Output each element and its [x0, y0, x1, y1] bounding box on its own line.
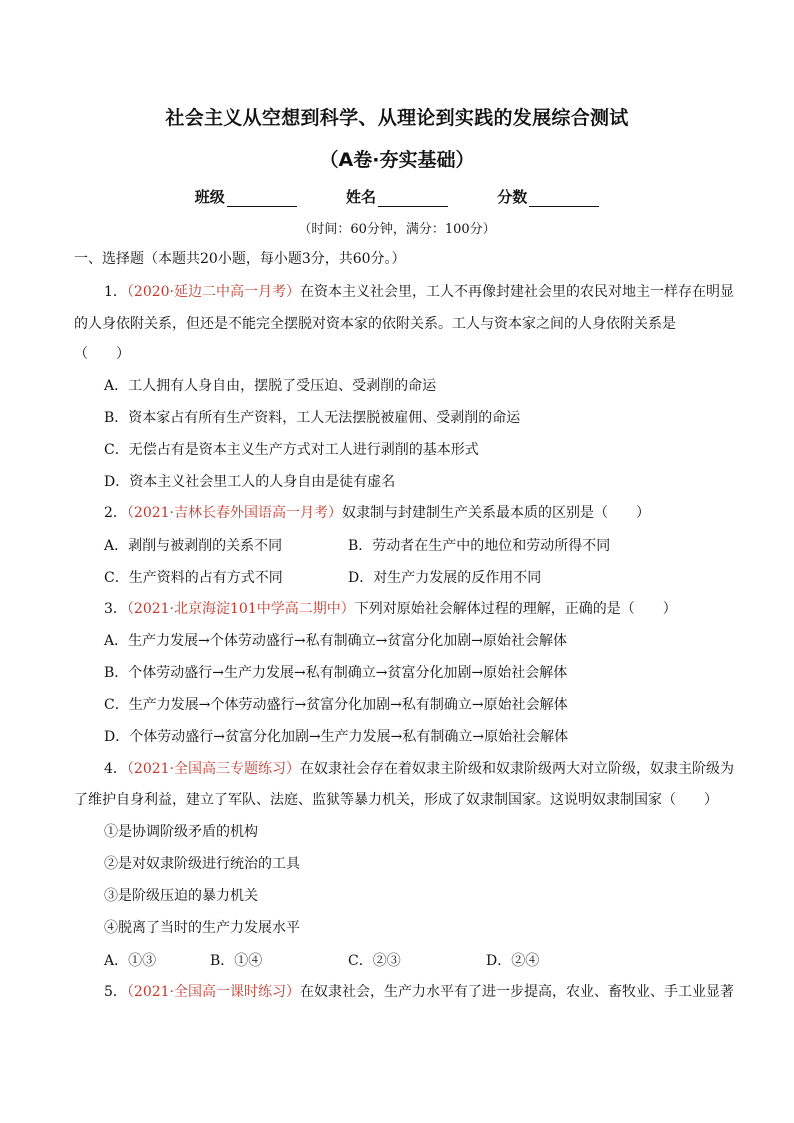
statement-4: ④脱离了当时的生产力发展水平 — [104, 920, 300, 936]
question-source: （2021·吉林长春外国语高一月考） — [126, 505, 343, 521]
question-3: 3．（2021·北京海淀101中学高二期中）下列对原始社会解体过程的理解，正确的是（ ） — [104, 601, 677, 617]
question-1-line2: 的人身依附关系，但还是不能完全摆脱对资本家的依附关系。工人与资本家之间的人身依附关系是 — [74, 316, 676, 332]
question-source: （2021·全国高三专题练习） — [126, 761, 301, 777]
question-source: （2021·全国高一课时练习） — [126, 984, 301, 1000]
option-c: C．生产力发展→个体劳动盛行→贫富分化加剧→私有制确立→原始社会解体 — [104, 697, 568, 713]
statement-2: ②是对奴隶阶级进行统治的工具 — [104, 856, 300, 872]
option-d: D．个体劳动盛行→贫富分化加剧→生产力发展→私有制确立→原始社会解体 — [104, 729, 569, 745]
score-field: 分数 — [497, 186, 599, 207]
statement-1: ①是协调阶级矛盾的机构 — [104, 824, 258, 840]
option-d: D．对生产力发展的反作用不同 — [348, 570, 542, 586]
question-4-line2: 了维护自身利益，建立了军队、法庭、监狱等暴力机关，形成了奴隶制国家。这说明奴隶制国家（ ） — [74, 792, 718, 808]
time-note: （时间：60分钟，满分：100分） — [298, 222, 496, 237]
answer-blank: （ ） — [74, 346, 130, 362]
question-source: （2020·延边二中高一月考） — [126, 284, 301, 300]
page-subtitle: （A卷·夯实基础） — [319, 149, 475, 171]
statement-3: ③是阶级压迫的暴力机关 — [104, 888, 258, 904]
option-b: B．个体劳动盛行→生产力发展→私有制确立→贫富分化加剧→原始社会解体 — [104, 665, 568, 681]
option-a: A．工人拥有人身自由，摆脱了受压迫、受剥削的命运 — [104, 378, 437, 394]
option-b: B．资本家占有所有生产资料，工人无法摆脱被雇佣、受剥削的命运 — [104, 410, 521, 426]
option-b: B．劳动者在生产中的地位和劳动所得不同 — [348, 538, 611, 554]
question-2: 2．（2021·吉林长春外国语高一月考）奴隶制与封建制生产关系最本质的区别是（ ） — [104, 505, 651, 521]
question-4: 4．（2021·全国高三专题练习）在奴隶社会存在着奴隶主阶级和奴隶阶级两大对立阶级，奴隶主阶级为 — [104, 761, 735, 777]
option-a: A．生产力发展→个体劳动盛行→私有制确立→贫富分化加剧→原始社会解体 — [104, 633, 568, 649]
score-blank — [529, 192, 599, 207]
option-c: C．无偿占有是资本主义生产方式对工人进行剥削的基本形式 — [104, 442, 479, 458]
option-a: A．①③ — [104, 953, 157, 969]
question-5: 5．（2021·全国高一课时练习）在奴隶社会，生产力水平有了进一步提高，农业、畜牧业、手工业显著 — [104, 984, 735, 1000]
option-c: C．②③ — [348, 953, 401, 969]
option-d: D．资本主义社会里工人的人身自由是徒有虚名 — [104, 474, 396, 490]
option-b: B．①④ — [210, 953, 263, 969]
name-blank — [378, 192, 448, 207]
option-d: D．②④ — [486, 953, 540, 969]
class-blank — [227, 192, 297, 207]
option-c: C．生产资料的占有方式不同 — [104, 570, 283, 586]
class-field: 班级 — [195, 186, 297, 207]
name-field: 姓名 — [346, 186, 448, 207]
page-title: 社会主义从空想到科学、从理论到实践的发展综合测试 — [165, 107, 629, 129]
student-info-row — [0, 186, 794, 207]
question-1: 1．（2020·延边二中高一月考）在资本主义社会里，工人不再像封建社会里的农民对地主一样存在明显 — [104, 284, 735, 300]
question-source: （2021·北京海淀101中学高二期中） — [126, 601, 355, 617]
option-a: A．剥削与被剥削的关系不同 — [104, 538, 283, 554]
section-heading: 一、选择题（本题共20小题，每小题3分，共60分。） — [74, 251, 406, 267]
